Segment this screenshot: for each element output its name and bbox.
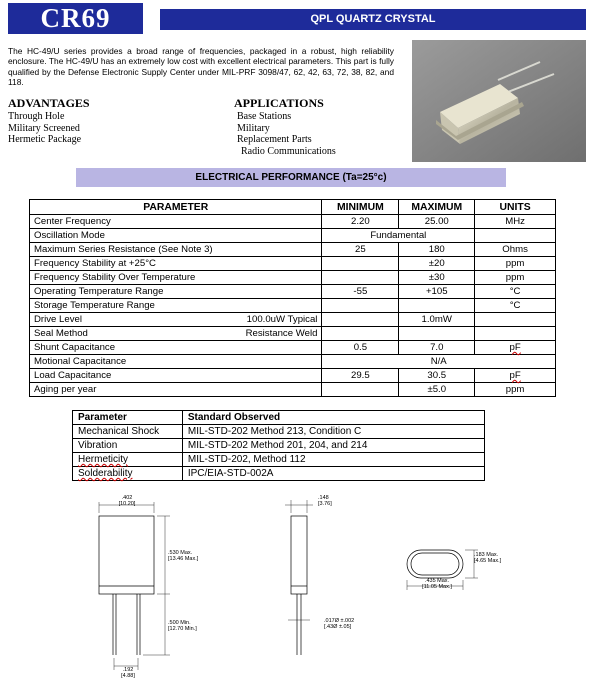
unit-cell: MHz bbox=[475, 215, 556, 229]
standard-cell: MIL-STD-202 Method 213, Condition C bbox=[182, 425, 484, 439]
param-text: Hermeticity bbox=[78, 454, 129, 465]
application-item: Radio Communications bbox=[241, 146, 336, 158]
intro-text: The HC-49/U series provides a broad range of frequencies, packaged in a robust, high reliability enclosure. The HC-49/U has an extremely low cost with excellent electrical parameters. This part is fully qualified by the Defense Electronic Supply Center under MIL-PRF 3098/47, 62, 42, 63, 72, 38, 82, and 118. bbox=[8, 46, 394, 87]
max-cell: ±20 bbox=[399, 257, 475, 271]
max-cell: +105 bbox=[399, 285, 475, 299]
application-item: Replacement Parts bbox=[237, 134, 312, 146]
advantages-section bbox=[8, 96, 90, 146]
min-cell bbox=[322, 313, 399, 327]
table-row bbox=[73, 453, 485, 467]
max-cell bbox=[399, 299, 475, 313]
min-cell: 2.20 bbox=[322, 215, 399, 229]
param-label: Drive Level bbox=[34, 314, 82, 325]
param-cell bbox=[30, 327, 322, 341]
application-item: Military bbox=[237, 122, 270, 134]
logo: CR69 bbox=[8, 3, 143, 34]
param-cell: Operating Temperature Range bbox=[30, 285, 322, 299]
min-cell: -55 bbox=[322, 285, 399, 299]
column-header: PARAMETER bbox=[30, 200, 322, 215]
table-row bbox=[30, 271, 556, 285]
advantages-heading: ADVANTAGES bbox=[8, 96, 90, 110]
dim-top-width: .435 Max. [11.05 Max.] bbox=[422, 578, 452, 590]
param-cell bbox=[73, 453, 183, 467]
table-row bbox=[30, 215, 556, 229]
unit-cell: ppm bbox=[475, 257, 556, 271]
table-row bbox=[30, 341, 556, 355]
table-header-row bbox=[73, 411, 485, 425]
table-row bbox=[73, 467, 485, 481]
unit-text: pF bbox=[509, 342, 521, 353]
advantage-item: Military Screened bbox=[8, 122, 80, 134]
table-row bbox=[73, 439, 485, 453]
min-cell bbox=[322, 299, 399, 313]
param-cell: Oscillation Mode bbox=[30, 229, 322, 243]
max-cell: 7.0 bbox=[399, 341, 475, 355]
param-cell: Load Capacitance bbox=[30, 369, 322, 383]
standard-cell: MIL-STD-202, Method 112 bbox=[182, 453, 484, 467]
max-cell: 30.5 bbox=[399, 369, 475, 383]
param-cell: Vibration bbox=[73, 439, 183, 453]
param-cell bbox=[73, 467, 183, 481]
top-view-body bbox=[407, 550, 463, 578]
param-cell bbox=[30, 313, 322, 327]
param-cell: Storage Temperature Range bbox=[30, 299, 322, 313]
table-row bbox=[73, 425, 485, 439]
front-view-body bbox=[99, 516, 154, 594]
unit-cell: °C bbox=[475, 285, 556, 299]
table-row bbox=[30, 369, 556, 383]
standards-table bbox=[72, 410, 485, 481]
max-cell: ±5.0 bbox=[399, 383, 475, 397]
electrical-table bbox=[29, 199, 556, 397]
unit-cell bbox=[475, 341, 556, 355]
unit-cell bbox=[475, 229, 556, 243]
applications-heading: APPLICATIONS bbox=[234, 96, 324, 110]
param-cell: Center Frequency bbox=[30, 215, 322, 229]
column-header: MAXIMUM bbox=[399, 200, 475, 215]
table-header-row bbox=[30, 200, 556, 215]
param-text: Solderability bbox=[78, 468, 133, 479]
span-cell: N/A bbox=[322, 355, 556, 369]
min-cell bbox=[322, 383, 399, 397]
table-row bbox=[30, 257, 556, 271]
max-cell: 25.00 bbox=[399, 215, 475, 229]
dim-top-height: .183 Max. [4.65 Max.] bbox=[474, 552, 502, 564]
dim-thickness: .148 [3.76] bbox=[318, 495, 332, 507]
param-cell: Frequency Stability Over Temperature bbox=[30, 271, 322, 285]
advantage-item: Through Hole bbox=[8, 111, 65, 122]
dim-lead-diameter: .017Ø ±.002 [.43Ø ±.05] bbox=[324, 618, 355, 630]
side-view-body bbox=[291, 516, 307, 594]
min-cell bbox=[322, 327, 399, 341]
max-cell: 1.0mW bbox=[399, 313, 475, 327]
min-cell: 25 bbox=[322, 243, 399, 257]
min-cell bbox=[322, 271, 399, 285]
param-cell: Mechanical Shock bbox=[73, 425, 183, 439]
param-label: Seal Method bbox=[34, 328, 88, 339]
unit-text: pF bbox=[509, 370, 521, 381]
table-row bbox=[30, 299, 556, 313]
mechanical-drawing bbox=[0, 490, 590, 690]
table-row bbox=[30, 285, 556, 299]
table-row bbox=[30, 327, 556, 341]
product-photo bbox=[412, 40, 586, 162]
unit-cell bbox=[475, 369, 556, 383]
electrical-performance-heading: ELECTRICAL PERFORMANCE (Ta=25°c) bbox=[76, 168, 506, 187]
param-cell: Aging per year bbox=[30, 383, 322, 397]
span-cell: Fundamental bbox=[322, 229, 475, 243]
page-title: QPL QUARTZ CRYSTAL bbox=[160, 9, 586, 30]
min-cell: 0.5 bbox=[322, 341, 399, 355]
applications-section bbox=[234, 96, 336, 158]
min-cell bbox=[322, 257, 399, 271]
column-header: Standard Observed bbox=[182, 411, 484, 425]
param-cell: Frequency Stability at +25°C bbox=[30, 257, 322, 271]
dim-lead-length: .500 Min. [12.70 Min.] bbox=[168, 620, 197, 632]
param-note: 100.0uW Typical bbox=[246, 314, 318, 325]
unit-cell bbox=[475, 327, 556, 341]
dim-height: .530 Max. [13.46 Max.] bbox=[168, 550, 199, 562]
unit-cell: °C bbox=[475, 299, 556, 313]
advantage-item: Hermetic Package bbox=[8, 134, 82, 146]
application-item: Base Stations bbox=[237, 111, 292, 122]
standard-cell: IPC/EIA-STD-002A bbox=[182, 467, 484, 481]
standard-cell: MIL-STD-202 Method 201, 204, and 214 bbox=[182, 439, 484, 453]
min-cell: 29.5 bbox=[322, 369, 399, 383]
max-cell bbox=[399, 327, 475, 341]
table-row bbox=[30, 243, 556, 257]
column-header: Parameter bbox=[73, 411, 183, 425]
param-cell: Motional Capacitance bbox=[30, 355, 322, 369]
table-row bbox=[30, 229, 556, 243]
unit-cell: Ohms bbox=[475, 243, 556, 257]
dim-width: .402 [10.20] bbox=[118, 495, 136, 507]
table-row bbox=[30, 313, 556, 327]
column-header: UNITS bbox=[475, 200, 556, 215]
param-cell: Maximum Series Resistance (See Note 3) bbox=[30, 243, 322, 257]
unit-cell: ppm bbox=[475, 271, 556, 285]
max-cell: ±30 bbox=[399, 271, 475, 285]
column-header: MINIMUM bbox=[322, 200, 399, 215]
max-cell: 180 bbox=[399, 243, 475, 257]
unit-cell bbox=[475, 313, 556, 327]
dim-pitch: .192 [4.88] bbox=[121, 667, 135, 679]
unit-cell: ppm bbox=[475, 383, 556, 397]
param-cell: Shunt Capacitance bbox=[30, 341, 322, 355]
param-note: Resistance Weld bbox=[245, 328, 318, 339]
table-row bbox=[30, 383, 556, 397]
table-row bbox=[30, 355, 556, 369]
